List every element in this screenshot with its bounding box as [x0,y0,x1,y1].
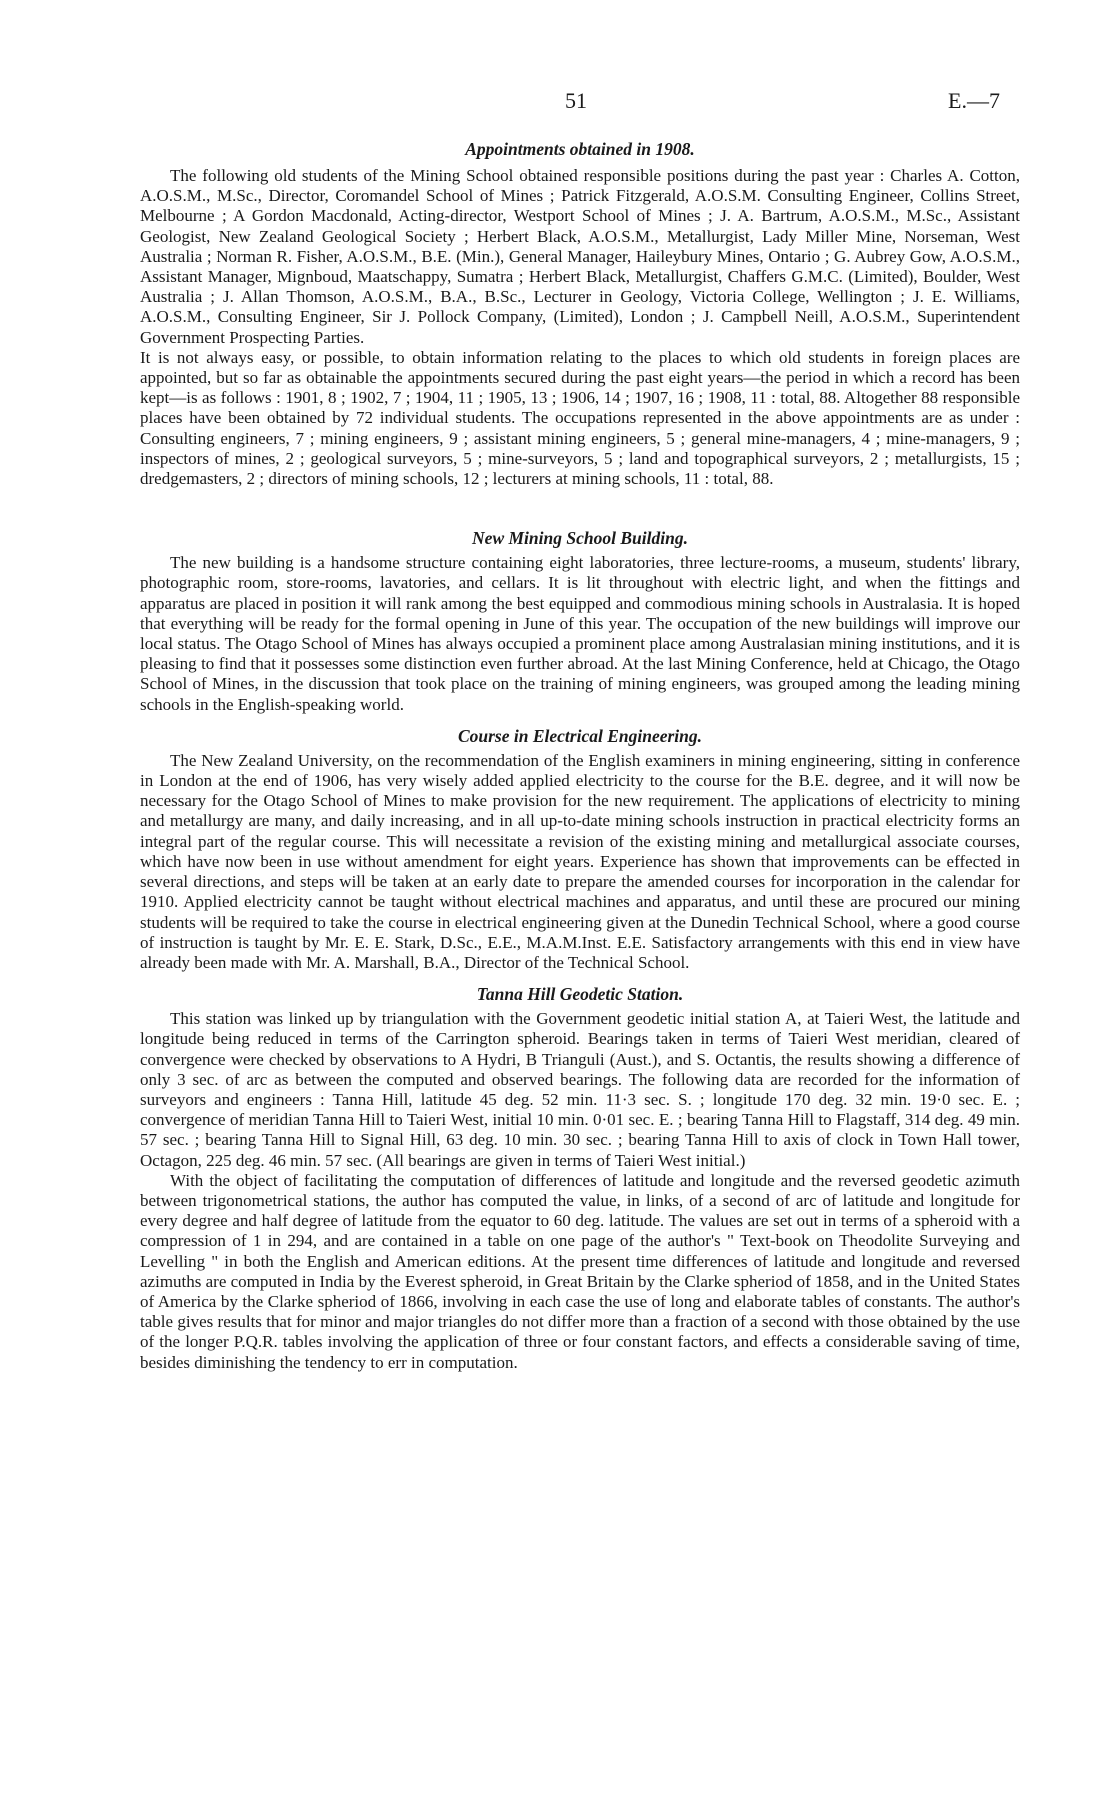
page-number: 51 [565,88,587,113]
paragraph-new-building: The new building is a handsome structure containing eight laboratories, three lecture-rooms, a museum, students' library, photographic room, store-rooms, lavatories, and cellars. It is lit throughout with electric light, and when the fittings and apparatus are placed in position it will rank among the best equipped and commodious mining schools in Australasia. It is hoped that everything will be ready for the formal opening in June of this year. The occupation of the new buildings will improve our local status. The Otago School of Mines has always occupied a prominent place among Australasian mining institutions, and it is pleasing to find that it possesses some distinction even further abroad. At the last Mining Conference, held at Chicago, the Otago School of Mines, in the discussion that took place on the training of mining engineers, was grouped among the leading mining schools in the English-speaking world. [140,553,1020,714]
paragraph-electrical-engineering: The New Zealand University, on the recommendation of the English examiners in mining engineering, sitting in conference in London at the end of 1906, has very wisely added applied electricity to the course for the B.E. degree, and it will now be necessary for the Otago School of Mines to make provision for the new requirement. The applications of electricity to mining and metallurgy are many, and daily increasing, and in all up-to-date mining schools instruction in practical electricity forms an integral part of the regular course. This will necessitate a revision of the existing mining and metallurgical associate courses, which have now been in use without amendment for eight years. Experience has shown that improvements can be effected in several directions, and steps will be taken at an early date to prepare the amended courses for incorporation in the calendar for 1910. Applied electricity cannot be taught without electrical machines and apparatus, and until these are procured our mining students will be required to take the course in electrical engineering given at the Dunedin Technical School, where a good course of instruction is taught by Mr. E. E. Stark, D.Sc., E.E., M.A.M.Inst. E.E. Satisfactory arrangements with this end in view have already been made with Mr. A. Marshall, B.A., Director of the Technical School. [140,750,1020,972]
section-heading-appointments: Appointments obtained in 1908. [465,139,695,159]
paragraph-tanna-hill-station: This station was linked up by triangulation with the Government geodetic initial station A, at Taieri West, the latitude and longitude being reduced in terms of the Carrington spheroid. Bearings taken in terms of Taieri West meridian, cleared of convergence were checked by observations to A Hydri, B Trianguli (Aust.), and S. Octantis, the results showing a difference of only 3 sec. of arc as between the computed and observed bearings. The following data are recorded for the information of surveyors and engineers : Tanna Hill, latitude 45 deg. 52 min. 11·3 sec. S. ; longitude 170 deg. 32 min. 19·0 sec. E. ; convergence of meridian Tanna Hill to Taieri West, initial 10 min. 0·01 sec. E. ; bearing Tanna Hill to Flagstaff, 314 deg. 49 min. 57 sec. ; bearing Tanna Hill to Signal Hill, 63 deg. 10 min. 30 sec. ; bearing Tanna Hill to axis of clock in Town Hall tower, Octagon, 225 deg. 46 min. 57 sec. (All bearings are given in terms of Taieri West initial.) [140,1009,1020,1170]
series-reference: E.—7 [948,88,1000,113]
document-page [140,0,1020,1373]
section-heading-electrical-engineering: Course in Electrical Engineering. [457,725,703,746]
section-tanna-hill [140,983,1020,1373]
page-header [140,0,1020,120]
paragraph-appointments-list: The following old students of the Mining School obtained responsible positions during the past year : Charles A. Cotton, A.O.S.M., M.Sc., Director, Coromandel School of Mines ; Patrick Fitzgerald, A.O.S.M. Consulting Engineer, Collins Street, Melbourne ; A Gordon Macdonald, Acting-director, Westport School of Mines ; J. A. Bartrum, A.O.S.M., M.Sc., Assistant Geologist, New Zealand Geological Society ; Herbert Black, A.O.S.M., Metallurgist, Lady Miller Mine, Norseman, West Australia ; Norman R. Fisher, A.O.S.M., B.E. (Min.), General Manager, Haileybury Mines, Ontario ; G. Aubrey Gow, A.O.S.M., Assistant Manager, Mignboud, Maatschappy, Sumatra ; Herbert Black, Metallurgist, Chaffers G.M.C. (Limited), Boulder, West Australia ; J. Allan Thomson, A.O.S.M., B.A., B.Sc., Lecturer in Geology, Victoria College, Wellington ; J. E. Williams, A.O.S.M., Consulting Engineer, Sir J. Pollock Company, (Limited), London ; J. Campbell Neill, A.O.S.M., Superintendent Government Prospecting Parties. [140,166,1020,347]
section-electrical-engineering [140,725,1020,973]
section-appointments [140,138,1020,489]
paragraph-appointments-statistics: It is not always easy, or possible, to obtain information relating to the places to which old students in foreign places are appointed, but so far as obtainable the appointments secured during the past eight years—the period in which a record has been kept—is as follows : 1901, 8 ; 1902, 7 ; 1904, 11 ; 1905, 13 ; 1906, 14 ; 1907, 16 ; 1908, 11 : total, 88. Altogether 88 responsible places have been obtained by 72 individual students. The occupations represented in the above appointments are as under : Consulting engineers, 7 ; mining engineers, 9 ; assistant mining engineers, 5 ; general mine-managers, 4 ; mine-managers, 9 ; inspectors of mines, 2 ; geological surveyors, 5 ; mine-surveyors, 5 ; land and topographical surveyors, 2 ; metallurgists, 15 ; dredgemasters, 2 ; directors of mining schools, 12 ; lecturers at mining schools, 11 : total, 88. [140,347,1020,489]
section-new-building [140,527,1020,715]
paragraph-tanna-hill-computation: With the object of facilitating the computation of differences of latitude and longitude and the reversed geodetic azimuth between trigonometrical stations, the author has computed the value, in links, of a second of arc of latitude and longitude for every degree and half degree of latitude from the equator to 60 deg. latitude. The values are set out in terms of a spheroid with a compression of 1 in 294, and are contained in a table on one page of the author's " Text-book on Theodolite Surveying and Levelling " in both the English and American editions. At the present time differences of latitude and longitude and reversed azimuths are computed in India by the Everest spheroid, in Great Britain by the Clarke spheriod of 1858, and in the United States of America by the Clarke spheriod of 1866, involving in each case the use of long and elaborate tables of constants. The author's table gives results that for minor and major triangles do not differ more than a fraction of a second with those obtained by the use of the longer P.Q.R. tables involving the application of three or four constant factors, and effects a considerable saving of time, besides diminishing the tendency to err in computation. [140,1170,1020,1372]
section-heading-new-building: New Mining School Building. [472,528,688,549]
section-heading-tanna-hill: Tanna Hill Geodetic Station. [476,984,684,1005]
